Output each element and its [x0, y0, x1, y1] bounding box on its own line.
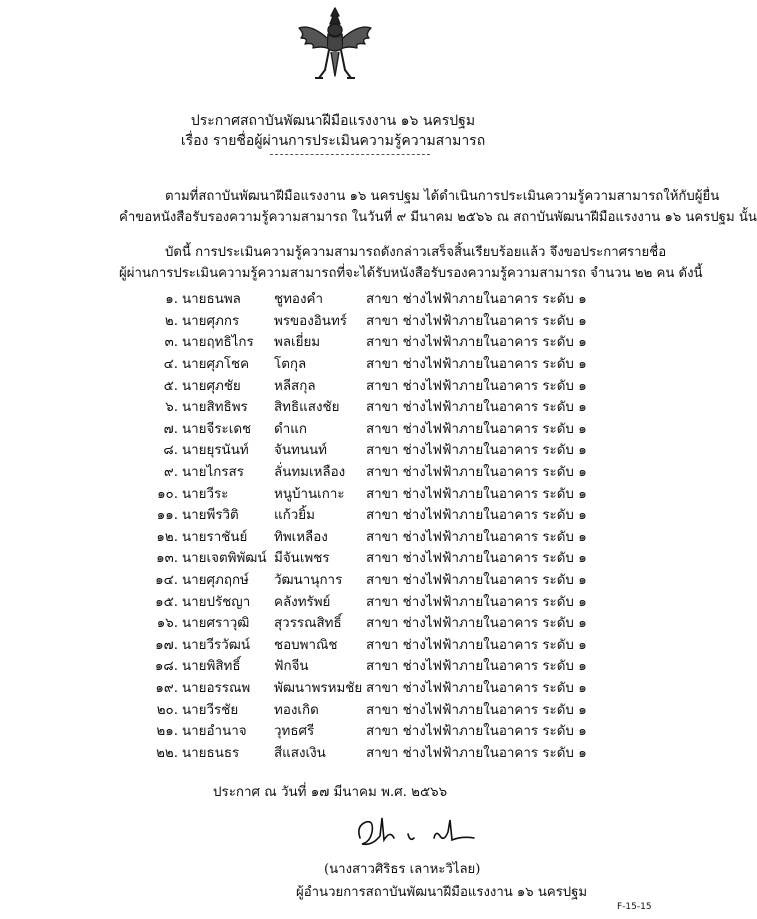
- item-branch: สาขา ช่างไฟฟ้าภายในอาคาร ระดับ ๑: [366, 335, 587, 351]
- item-last-name: พลเยี่ยม: [274, 335, 321, 351]
- item-last-name: สุวรรณสิทธิ์: [274, 616, 342, 632]
- paragraph-1-line-1: ตามที่สถาบันพัฒนาฝีมือแรงงาน ๑๖ นครปฐม ได้ดำเนินการประเมินความรู้ความสามารถให้กับผู้ยื่น: [165, 189, 720, 204]
- item-last-name: คลังทรัพย์: [274, 594, 331, 610]
- item-number: ๑๐.: [157, 486, 178, 502]
- item-first-name: นายไกรสร: [182, 465, 244, 481]
- item-number: ๑๙.: [155, 680, 178, 696]
- item-last-name: ทิพเหลือง: [274, 529, 328, 545]
- item-number: ๘.: [163, 443, 178, 459]
- item-branch: สาขา ช่างไฟฟ้าภายในอาคาร ระดับ ๑: [366, 400, 587, 416]
- item-last-name: ชอบพาณิช: [274, 637, 338, 653]
- item-first-name: นายราชันย์: [182, 529, 248, 545]
- item-last-name: วัฒนานุการ: [274, 573, 343, 589]
- item-number: ๑๕.: [155, 594, 178, 610]
- list-item: [152, 439, 592, 461]
- handwritten-signature: [350, 812, 490, 852]
- item-number: ๑๓.: [156, 551, 178, 567]
- item-number: ๗.: [163, 421, 178, 437]
- list-item: [152, 634, 592, 656]
- item-branch: สาขา ช่างไฟฟ้าภายในอาคาร ระดับ ๑: [366, 680, 587, 696]
- item-first-name: นายศุภชัย: [182, 378, 241, 394]
- item-branch: สาขา ช่างไฟฟ้าภายในอาคาร ระดับ ๑: [366, 357, 587, 373]
- item-first-name: นายยุรนันท์: [182, 443, 249, 459]
- item-branch: สาขา ช่างไฟฟ้าภายในอาคาร ระดับ ๑: [366, 702, 587, 718]
- item-last-name: แก้วยิ้ม: [274, 508, 315, 524]
- list-item: [152, 741, 592, 763]
- passed-candidates-list: [152, 288, 592, 763]
- item-last-name: วุทธศรี: [274, 724, 315, 740]
- item-first-name: นายเจตพิพัฒน์: [182, 551, 267, 567]
- item-number: ๑๘.: [154, 659, 178, 675]
- header-divider: [270, 154, 430, 155]
- item-number: ๑๔.: [155, 573, 178, 589]
- list-item: [152, 655, 592, 677]
- item-number: ๑๑.: [156, 508, 178, 524]
- item-last-name: ทองเกิด: [274, 702, 319, 718]
- announcement-title: ประกาศสถาบันพัฒนาฝีมือแรงงาน ๑๖ นครปฐม: [190, 113, 476, 129]
- item-branch: สาขา ช่างไฟฟ้าภายในอาคาร ระดับ ๑: [366, 551, 587, 567]
- list-item: [152, 482, 592, 504]
- item-number: ๖.: [165, 400, 178, 416]
- item-first-name: นายศุภโชค: [182, 357, 250, 373]
- item-branch: สาขา ช่างไฟฟ้าภายในอาคาร ระดับ ๑: [366, 421, 587, 437]
- item-branch: สาขา ช่างไฟฟ้าภายในอาคาร ระดับ ๑: [366, 486, 587, 502]
- item-branch: สาขา ช่างไฟฟ้าภายในอาคาร ระดับ ๑: [366, 659, 587, 675]
- item-branch: สาขา ช่างไฟฟ้าภายในอาคาร ระดับ ๑: [366, 443, 587, 459]
- item-branch: สาขา ช่างไฟฟ้าภายในอาคาร ระดับ ๑: [366, 637, 587, 653]
- item-first-name: นายศุภฤกษ์: [182, 573, 249, 589]
- paragraph-2-line-2: ผู้ผ่านการประเมินความรู้ความสามารถที่จะได้รับหนังสือรับรองความรู้ความสามารถ จำนวน ๒๒ คน ดังนี้: [119, 266, 703, 281]
- item-number: ๒๒.: [156, 745, 178, 761]
- item-last-name: ชูทองคำ: [274, 292, 323, 308]
- item-number: ๒๑.: [156, 724, 178, 740]
- item-number: ๔.: [163, 357, 178, 373]
- item-first-name: นายพิสิทธิ์: [182, 659, 241, 675]
- item-number: ๙.: [163, 465, 178, 481]
- list-item: [152, 374, 592, 396]
- announcement-subject: เรื่อง รายชื่อผู้ผ่านการประเมินความรู้ความสามารถ: [180, 133, 486, 149]
- item-branch: สาขา ช่างไฟฟ้าภายในอาคาร ระดับ ๑: [366, 292, 587, 308]
- item-number: ๒๐.: [156, 702, 178, 718]
- paragraph-1-line-2: คำขอหนังสือรับรองความรู้ความสามารถ ในวันที่ ๙ มีนาคม ๒๕๖๖ ณ สถาบันพัฒนาฝีมือแรงงาน ๑๖ นครปฐม นั้น: [119, 210, 757, 225]
- item-branch: สาขา ช่างไฟฟ้าภายในอาคาร ระดับ ๑: [366, 724, 587, 740]
- item-number: ๑.: [165, 292, 178, 308]
- item-last-name: พรของอินทร์: [274, 313, 347, 329]
- item-first-name: นายจีระเดช: [182, 421, 252, 437]
- item-first-name: นายพีรวิติ: [182, 508, 239, 524]
- announcement-date: ประกาศ ณ วันที่ ๑๗ มีนาคม พ.ศ. ๒๕๖๖: [213, 785, 448, 800]
- item-branch: สาขา ช่างไฟฟ้าภายในอาคาร ระดับ ๑: [366, 465, 587, 481]
- item-number: ๒.: [164, 313, 178, 329]
- item-last-name: หลีสกุล: [274, 378, 316, 394]
- list-item: [152, 612, 592, 634]
- item-first-name: นายสิทธิพร: [182, 400, 248, 416]
- item-last-name: พัฒนาพรหมชัย: [274, 680, 363, 696]
- item-branch: สาขา ช่างไฟฟ้าภายในอาคาร ระดับ ๑: [366, 508, 587, 524]
- item-branch: สาขา ช่างไฟฟ้าภายในอาคาร ระดับ ๑: [366, 594, 587, 610]
- list-item: [152, 526, 592, 548]
- form-code: F-15-15: [617, 902, 652, 912]
- list-item: [152, 353, 592, 375]
- item-first-name: นายวีระ: [182, 486, 229, 502]
- item-first-name: นายวีรชัย: [182, 702, 239, 718]
- item-branch: สาขา ช่างไฟฟ้าภายในอาคาร ระดับ ๑: [366, 378, 587, 394]
- garuda-emblem-icon: [293, 4, 377, 88]
- list-item: [152, 331, 592, 353]
- item-first-name: นายอำนาจ: [182, 724, 247, 740]
- item-number: ๓.: [164, 335, 178, 351]
- paragraph-2-line-1: บัดนี้ การประเมินความรู้ความสามารถดังกล่าวเสร็จสิ้นเรียบร้อยแล้ว จึงขอประกาศรายชื่อ: [165, 245, 667, 260]
- list-item: [152, 396, 592, 418]
- item-first-name: นายศราวุฒิ: [182, 616, 250, 632]
- list-item: [152, 590, 592, 612]
- item-number: ๕.: [163, 378, 178, 394]
- item-first-name: นายฤทธิไกร: [182, 335, 254, 351]
- item-first-name: นายอรรณพ: [182, 680, 251, 696]
- item-last-name: หนูบ้านเกาะ: [274, 486, 345, 502]
- list-item: [152, 569, 592, 591]
- item-first-name: นายศุภกร: [182, 313, 240, 329]
- signer-name: (นางสาวศิริธร เลาหะวิไลย): [324, 862, 481, 877]
- item-last-name: โตกุล: [274, 357, 307, 373]
- list-item: [152, 677, 592, 699]
- item-last-name: จันทนนท์: [274, 443, 327, 459]
- list-item: [152, 288, 592, 310]
- item-number: ๑๖.: [156, 616, 178, 632]
- list-item: [152, 461, 592, 483]
- item-first-name: นายธนพล: [182, 292, 241, 308]
- item-first-name: นายวีรวัฒน์: [182, 637, 250, 653]
- item-number: ๑๒.: [156, 529, 178, 545]
- item-last-name: ลั่นทมเหลือง: [274, 465, 346, 481]
- item-last-name: สิทธิแสงชัย: [274, 400, 340, 416]
- item-branch: สาขา ช่างไฟฟ้าภายในอาคาร ระดับ ๑: [366, 529, 587, 545]
- item-last-name: มีจันเพชร: [274, 551, 330, 567]
- list-item: [152, 720, 592, 742]
- item-first-name: นายธนธร: [182, 745, 240, 761]
- item-first-name: นายปรัชญา: [182, 594, 251, 610]
- list-item: [152, 698, 592, 720]
- item-last-name: ดำแก: [274, 421, 307, 437]
- item-branch: สาขา ช่างไฟฟ้าภายในอาคาร ระดับ ๑: [366, 745, 587, 761]
- item-last-name: สีแสงเงิน: [274, 745, 326, 761]
- item-number: ๑๗.: [155, 637, 178, 653]
- item-last-name: ฟักจีน: [274, 659, 309, 675]
- list-item: [152, 547, 592, 569]
- item-branch: สาขา ช่างไฟฟ้าภายในอาคาร ระดับ ๑: [366, 616, 587, 632]
- item-branch: สาขา ช่างไฟฟ้าภายในอาคาร ระดับ ๑: [366, 313, 587, 329]
- list-item: [152, 310, 592, 332]
- list-item: [152, 504, 592, 526]
- list-item: [152, 418, 592, 440]
- item-branch: สาขา ช่างไฟฟ้าภายในอาคาร ระดับ ๑: [366, 573, 587, 589]
- signer-title: ผู้อำนวยการสถาบันพัฒนาฝีมือแรงงาน ๑๖ นครปฐม: [296, 885, 588, 900]
